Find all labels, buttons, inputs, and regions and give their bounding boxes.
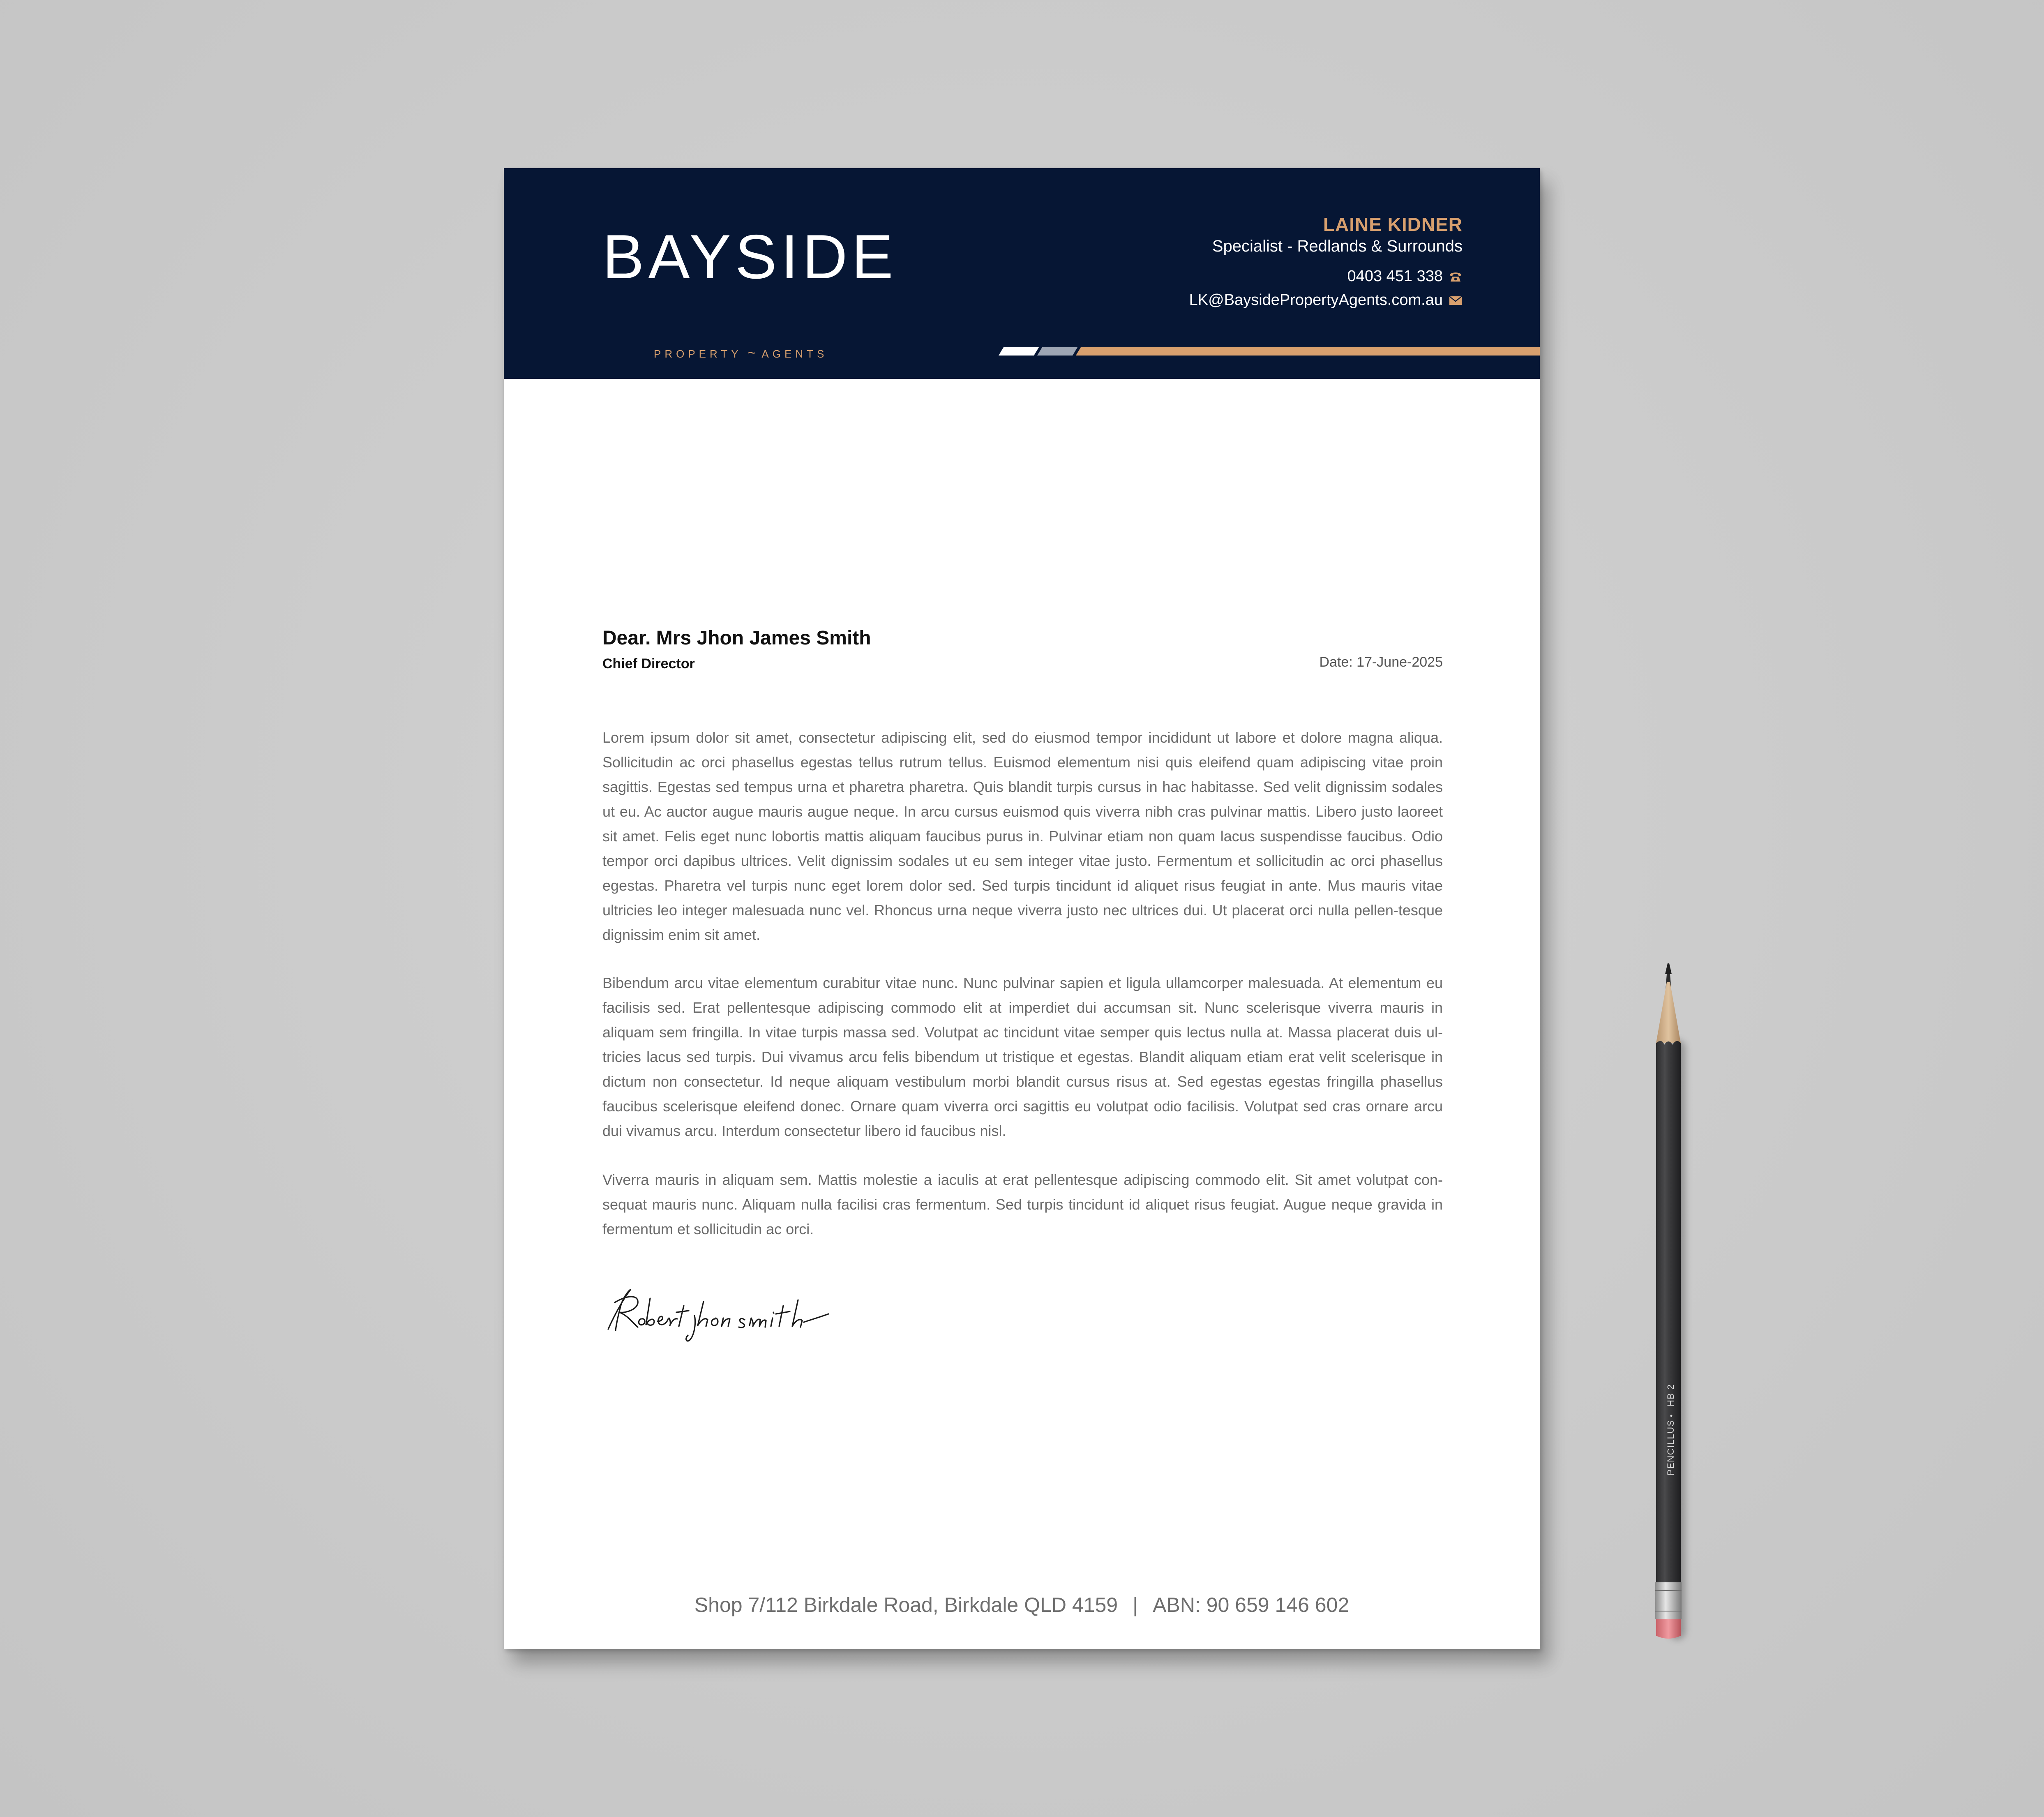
- brand-tagline-right: AGENTS: [761, 348, 828, 360]
- body-paragraph-3: Viverra mauris in aliquam sem. Mattis molestie a iaculis at erat pellentesque adipiscing commodo elit. Sit amet volutpat con-sequat mauris nunc. Aliquam nulla facilisi cras fermentum. Sed turpis tincidunt id aliquet risus feugiat. Augue neque gravida in fermentum et sollicitudin ac orci.: [602, 1171, 1443, 1237]
- pencil-brand: PENCILLUS: [1666, 1420, 1676, 1475]
- letterhead-footer: [504, 1593, 1540, 1617]
- letterhead-sheet: [504, 168, 1540, 1649]
- footer-separator: |: [1133, 1593, 1138, 1616]
- body-paragraph-2: Bibendum arcu vitae elementum curabitur vitae nunc. Nunc pulvinar sapien et ligula ullamcorper malesuada. At elementum eu facilisis sed. Erat pellentesque adipiscing commodo elit at imperdiet dui accumsan sit. Nunc scelerisque viverra mauris in aliquam sem fringilla. In vitae turpis massa sed. Volutpat ac tincidunt vitae semper quis lectus nulla at. Massa placerat duis ul-tricies lacus sed turpis. Dui vivamus arcu felis bibendum ut tristique et egestas. Blandit aliquam etiam erat velit scelerisque in dictum non consectetur. Id neque aliquam vestibulum morbi blandit cursus risus at. Sed egestas egestas fringilla phasellus faucibus scelerisque eleifend donec. Ornare quam viverra orci sagittis eu volutpat odio facilisis. Volutpat sed cras ornare arcu dui vivamus arcu. Interdum consectetur libero id faucibus nisl.: [602, 974, 1443, 1139]
- brand-tagline-left: PROPERTY: [654, 348, 742, 360]
- brand-wordmark: BAYSIDE: [602, 222, 897, 292]
- white-stripe: [999, 347, 1039, 356]
- footer-address: Shop 7/112 Birkdale Road, Birkdale QLD 4159: [694, 1593, 1118, 1616]
- brand-tagline-tilde: ~: [747, 345, 756, 361]
- footer-abn: ABN: 90 659 146 602: [1153, 1593, 1350, 1616]
- salutation: Dear. Mrs Jhon James Smith: [602, 627, 871, 649]
- contact-title: Specialist - Redlands & Surrounds: [1212, 237, 1463, 255]
- letterhead-header: [504, 168, 1540, 379]
- grey-stripe: [1037, 347, 1077, 356]
- handwritten-signature: [600, 1282, 830, 1348]
- recipient-role: Chief Director: [602, 656, 695, 672]
- pencil-dot: •: [1667, 1414, 1675, 1417]
- contact-email: LK@BaysidePropertyAgents.com.au: [1189, 291, 1443, 309]
- contact-name: LAINE KIDNER: [1323, 214, 1463, 235]
- pencil-imprint: [1640, 958, 1697, 1656]
- body-paragraph-1: Lorem ipsum dolor sit amet, consectetur adipiscing elit, sed do eiusmod tempor incididunt ut labore et dolore magna aliqua. Sollicitudin ac orci phasellus egestas tellus rutrum tellus. Euismod elementum nisi quis eleifend quam adipiscing vitae proin sagittis. Egestas sed tempus urna et pharetra pharetra. Quis blandit turpis cursus in hac habitasse. Sed velit dignissim sodales ut eu. Ac auctor augue mauris augue neque. In arcu cursus euismod quis viverra nibh cras pulvinar mattis. Libero justo laoreet sit amet. Felis eget nunc lobortis mattis aliquam faucibus purus in. Pulvinar etiam non quam lacus suspendisse faucibus. Odio tempor orci dapibus ultrices. Velit dignissim sodales ut eu sem integer vitae justo. Fermentum et sollicitudin ac orci phasellus egestas. Pharetra vel turpis nunc eget lorem dolor sed. Sed turpis tincidunt id aliquet risus feugiat in ante. Mus mauris vitae ultricies leo integer malesuada nunc vel. Rhoncus urna neque viverra justo nec ultrices dui. Ut placerat orci nulla pellen-tesque dignissim enim sit amet.: [602, 729, 1443, 943]
- accent-stripe: [1076, 347, 1540, 356]
- pencil-grade: HB 2: [1666, 1384, 1676, 1406]
- contact-phone: 0403 451 338: [1347, 268, 1443, 285]
- header-accent-stripes: [504, 168, 1540, 379]
- letter-date: Date: 17-June-2025: [1319, 654, 1443, 670]
